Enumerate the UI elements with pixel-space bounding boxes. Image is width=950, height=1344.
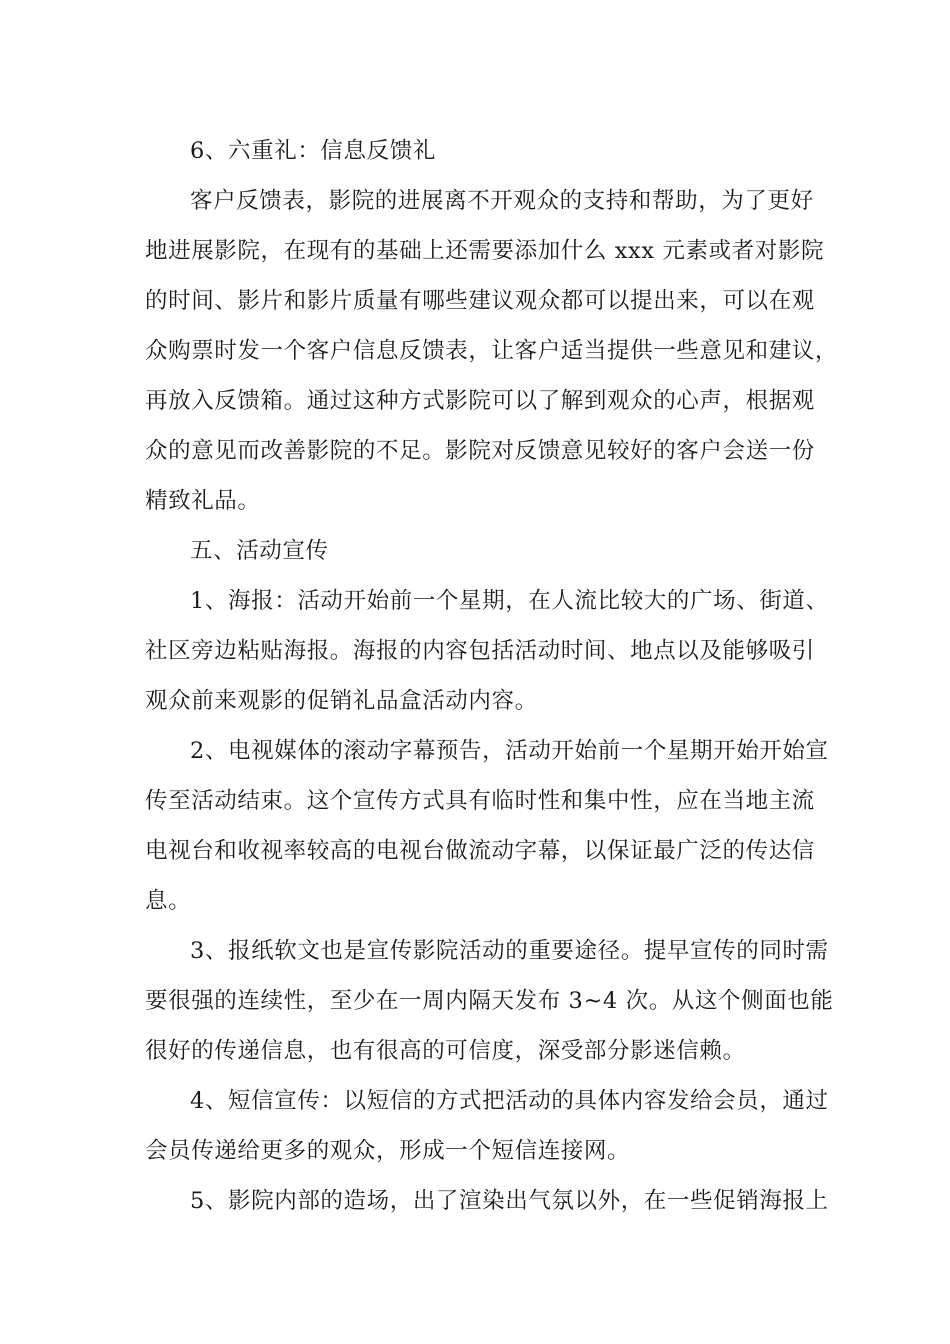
paragraph-line: 社区旁边粘贴海报。海报的内容包括活动时间、地点以及能够吸引 [145,638,815,664]
paragraph-line: 会员传递给更多的观众，形成一个短信连接网。 [145,1138,631,1164]
paragraph-line: 观众前来观影的促销礼品盒活动内容。 [145,688,538,714]
paragraph-line: 众的意见而改善影院的不足。影院对反馈意见较好的客户会送一份 [145,438,815,464]
paragraph-line: 客户反馈表，影院的进展离不开观众的支持和帮助，为了更好 [190,188,814,214]
paragraph-line: 电视台和收视率较高的电视台做流动字幕，以保证最广泛的传达信 [145,838,815,864]
section-heading: 五、活动宣传 [190,538,329,564]
paragraph-line: 很好的传递信息，也有很高的可信度，深受部分影迷信赖。 [145,1038,746,1064]
paragraph-line: 地进展影院，在现有的基础上还需要添加什么 xxx 元素或者对影院 [145,238,825,264]
paragraph-line: 众购票时发一个客户信息反馈表，让客户适当提供一些意见和建议， [145,338,839,364]
paragraph-line: 传至活动结束。这个宣传方式具有临时性和集中性，应在当地主流 [145,788,815,814]
paragraph-line: 3、报纸软文也是宣传影院活动的重要途径。提早宣传的同时需 [190,938,829,964]
paragraph-line: 5、影院内部的造场，出了渲染出气氛以外，在一些促销海报上 [190,1188,829,1214]
paragraph-line: 息。 [145,888,192,914]
paragraph-line: 2、电视媒体的滚动字幕预告，活动开始前一个星期开始开始宣 [190,738,829,764]
paragraph-line: 1、海报：活动开始前一个星期，在人流比较大的广场、街道、 [190,588,829,614]
section-heading: 6、六重礼：信息反馈礼 [190,138,436,164]
paragraph-line: 再放入反馈箱。通过这种方式影院可以了解到观众的心声，根据观 [145,388,815,414]
paragraph-line: 要很强的连续性，至少在一周内隔天发布 3~4 次。从这个侧面也能 [145,988,834,1014]
paragraph-line: 的时间、影片和影片质量有哪些建议观众都可以提出来，可以在观 [145,288,815,314]
paragraph-line: 4、短信宣传：以短信的方式把活动的具体内容发给会员，通过 [190,1088,829,1114]
paragraph-line: 精致礼品。 [145,488,261,514]
